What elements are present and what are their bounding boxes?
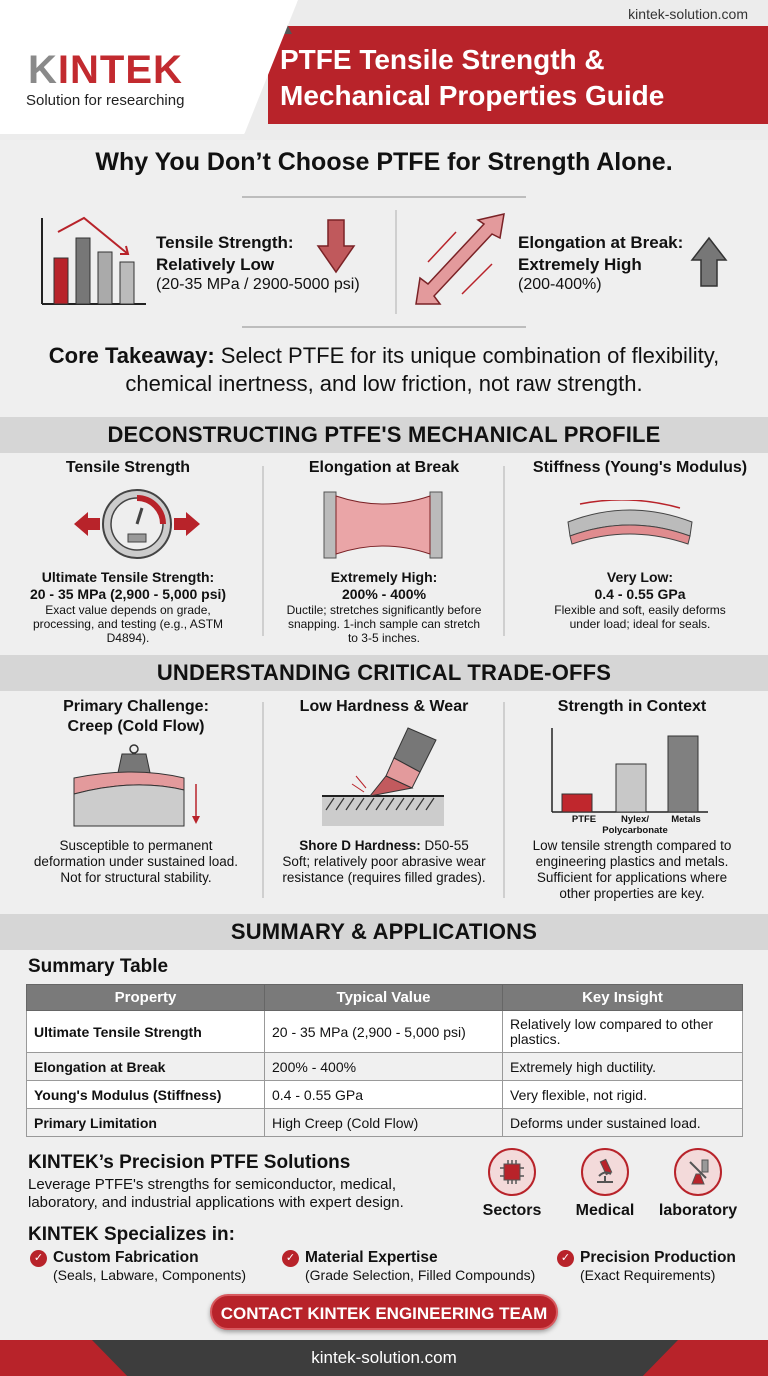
specializes-title: KINTEK Specializes in: <box>28 1224 235 1245</box>
bending-strip-icon <box>566 500 694 550</box>
col-header-value: Typical Value <box>265 985 503 1011</box>
tradeoff-creep: Primary Challenge: Creep (Cold Flow) <box>63 698 209 735</box>
divider <box>395 210 397 314</box>
core-takeaway: Core Takeaway: Select PTFE for its unique combination of flexibility, chemical inertness, and low friction, not raw strength. <box>48 343 720 396</box>
elongation-summary: Elongation at Break: Extremely High <box>518 233 684 274</box>
pressure-gauge-icon <box>72 486 202 562</box>
check-icon: ✓ <box>557 1250 574 1267</box>
summary-table <box>26 984 743 1137</box>
table-row: Elongation at Break 200% - 400% Extremely high ductility. <box>27 1053 743 1081</box>
microscope-icon <box>581 1148 629 1196</box>
profile-elongation: Elongation at Break <box>308 459 460 476</box>
arrow-up-icon <box>690 236 728 288</box>
divider <box>242 326 526 328</box>
strength-comparison-chart <box>548 728 710 814</box>
sector-medical[interactable]: Medical <box>565 1148 645 1220</box>
site-url[interactable]: kintek-solution.com <box>628 6 748 22</box>
chart-label-metals: Metals <box>671 814 701 825</box>
why-heading: Why You Don’t Choose PTFE for Strength Alone. <box>95 148 673 176</box>
tradeoff-creep-detail: Susceptible to permanent deformation under sustained load. Not for structural stability. <box>33 838 239 885</box>
chart-label-nylex: Nylex/ Polycarbonate <box>602 814 668 836</box>
stretch-arrow-icon <box>412 212 512 308</box>
sector-laboratory[interactable]: laboratory <box>658 1148 738 1220</box>
profile-elongation-detail: Extremely High: 200% - 400% Ductile; stretches significantly before snapping. 1-inch sample can stretch to 3-5 inches. <box>286 569 482 645</box>
page-title: PTFE Tensile Strength & Mechanical Properties Guide <box>280 44 665 111</box>
spec-material-expertise: ✓ Material Expertise (Grade Selection, Filled Compounds) <box>282 1249 535 1283</box>
sector-semiconductor[interactable]: Sectors <box>472 1148 552 1220</box>
solutions-text: Leverage PTFE's strengths for semiconductor, medical, laboratory, and industrial applications with expert design. <box>28 1176 404 1211</box>
declining-bar-chart-icon <box>40 214 148 308</box>
footer <box>0 1340 768 1376</box>
contact-button[interactable]: CONTACT KINTEK ENGINEERING TEAM <box>210 1294 558 1330</box>
profile-stiffness: Stiffness (Young's Modulus) <box>532 459 748 476</box>
header <box>0 0 768 140</box>
chip-icon <box>488 1148 536 1196</box>
tradeoff-context: Strength in Context <box>557 698 707 715</box>
section-title-profile: DECONSTRUCTING PTFE'S MECHANICAL PROFILE <box>0 417 768 453</box>
spec-precision-production: ✓ Precision Production (Exact Requirements) <box>557 1249 736 1283</box>
summary-table-title: Summary Table <box>28 956 169 977</box>
tensile-summary: Tensile Strength: Relatively Low <box>156 233 294 274</box>
elongation-range: (200-400%) <box>518 276 602 293</box>
section-title-summary: SUMMARY & APPLICATIONS <box>0 914 768 950</box>
chart-label-ptfe: PTFE <box>571 814 597 825</box>
lab-equipment-icon <box>674 1148 722 1196</box>
abrasion-tool-icon <box>320 726 446 830</box>
check-icon: ✓ <box>282 1250 299 1267</box>
table-row: Ultimate Tensile Strength 20 - 35 MPa (2,900 - 5,000 psi) Relatively low compared to other plastics. <box>27 1011 743 1053</box>
col-header-insight: Key Insight <box>503 985 743 1011</box>
divider <box>242 196 526 198</box>
profile-tensile: Tensile Strength <box>65 459 191 476</box>
table-header-row <box>27 985 743 1011</box>
arrow-down-icon <box>316 218 356 274</box>
divider <box>503 466 505 636</box>
tensile-range: (20-35 MPa / 2900-5000 psi) <box>156 276 360 293</box>
table-row: Primary Limitation High Creep (Cold Flow) Deforms under sustained load. <box>27 1109 743 1137</box>
col-header-property: Property <box>27 985 265 1011</box>
stretched-sample-icon <box>322 490 444 560</box>
section-title-tradeoffs: UNDERSTANDING CRITICAL TRADE-OFFS <box>0 655 768 691</box>
tradeoff-hardness-detail: Shore D Hardness: D50-55 Soft; relatively poor abrasive wear resistance (requires filled grades). <box>282 838 486 885</box>
tradeoff-hardness: Low Hardness & Wear <box>299 698 469 715</box>
kintek-logo[interactable]: KINTEK <box>28 48 183 92</box>
table-row: Young's Modulus (Stiffness) 0.4 - 0.55 GPa Very flexible, not rigid. <box>27 1081 743 1109</box>
profile-tensile-detail: Ultimate Tensile Strength: 20 - 35 MPa (2,900 - 5,000 psi) Exact value depends on grade, processing, and testing (e.g., ASTM D4894). <box>29 569 227 645</box>
profile-stiffness-detail: Very Low: 0.4 - 0.55 GPa Flexible and soft, easily deforms under load; ideal for seals. <box>554 569 726 631</box>
spec-custom-fabrication: ✓ Custom Fabrication (Seals, Labware, Components) <box>30 1249 246 1283</box>
creep-weight-icon <box>72 744 202 830</box>
check-icon: ✓ <box>30 1250 47 1267</box>
tradeoff-context-detail: Low tensile strength compared to engineering plastics and metals. Sufficient for applications where other properties are key. <box>532 838 732 901</box>
solutions-title: KINTEK’s Precision PTFE Solutions <box>28 1152 351 1173</box>
tagline: Solution for researching <box>26 92 185 109</box>
footer-url[interactable]: kintek-solution.com <box>311 1348 457 1367</box>
